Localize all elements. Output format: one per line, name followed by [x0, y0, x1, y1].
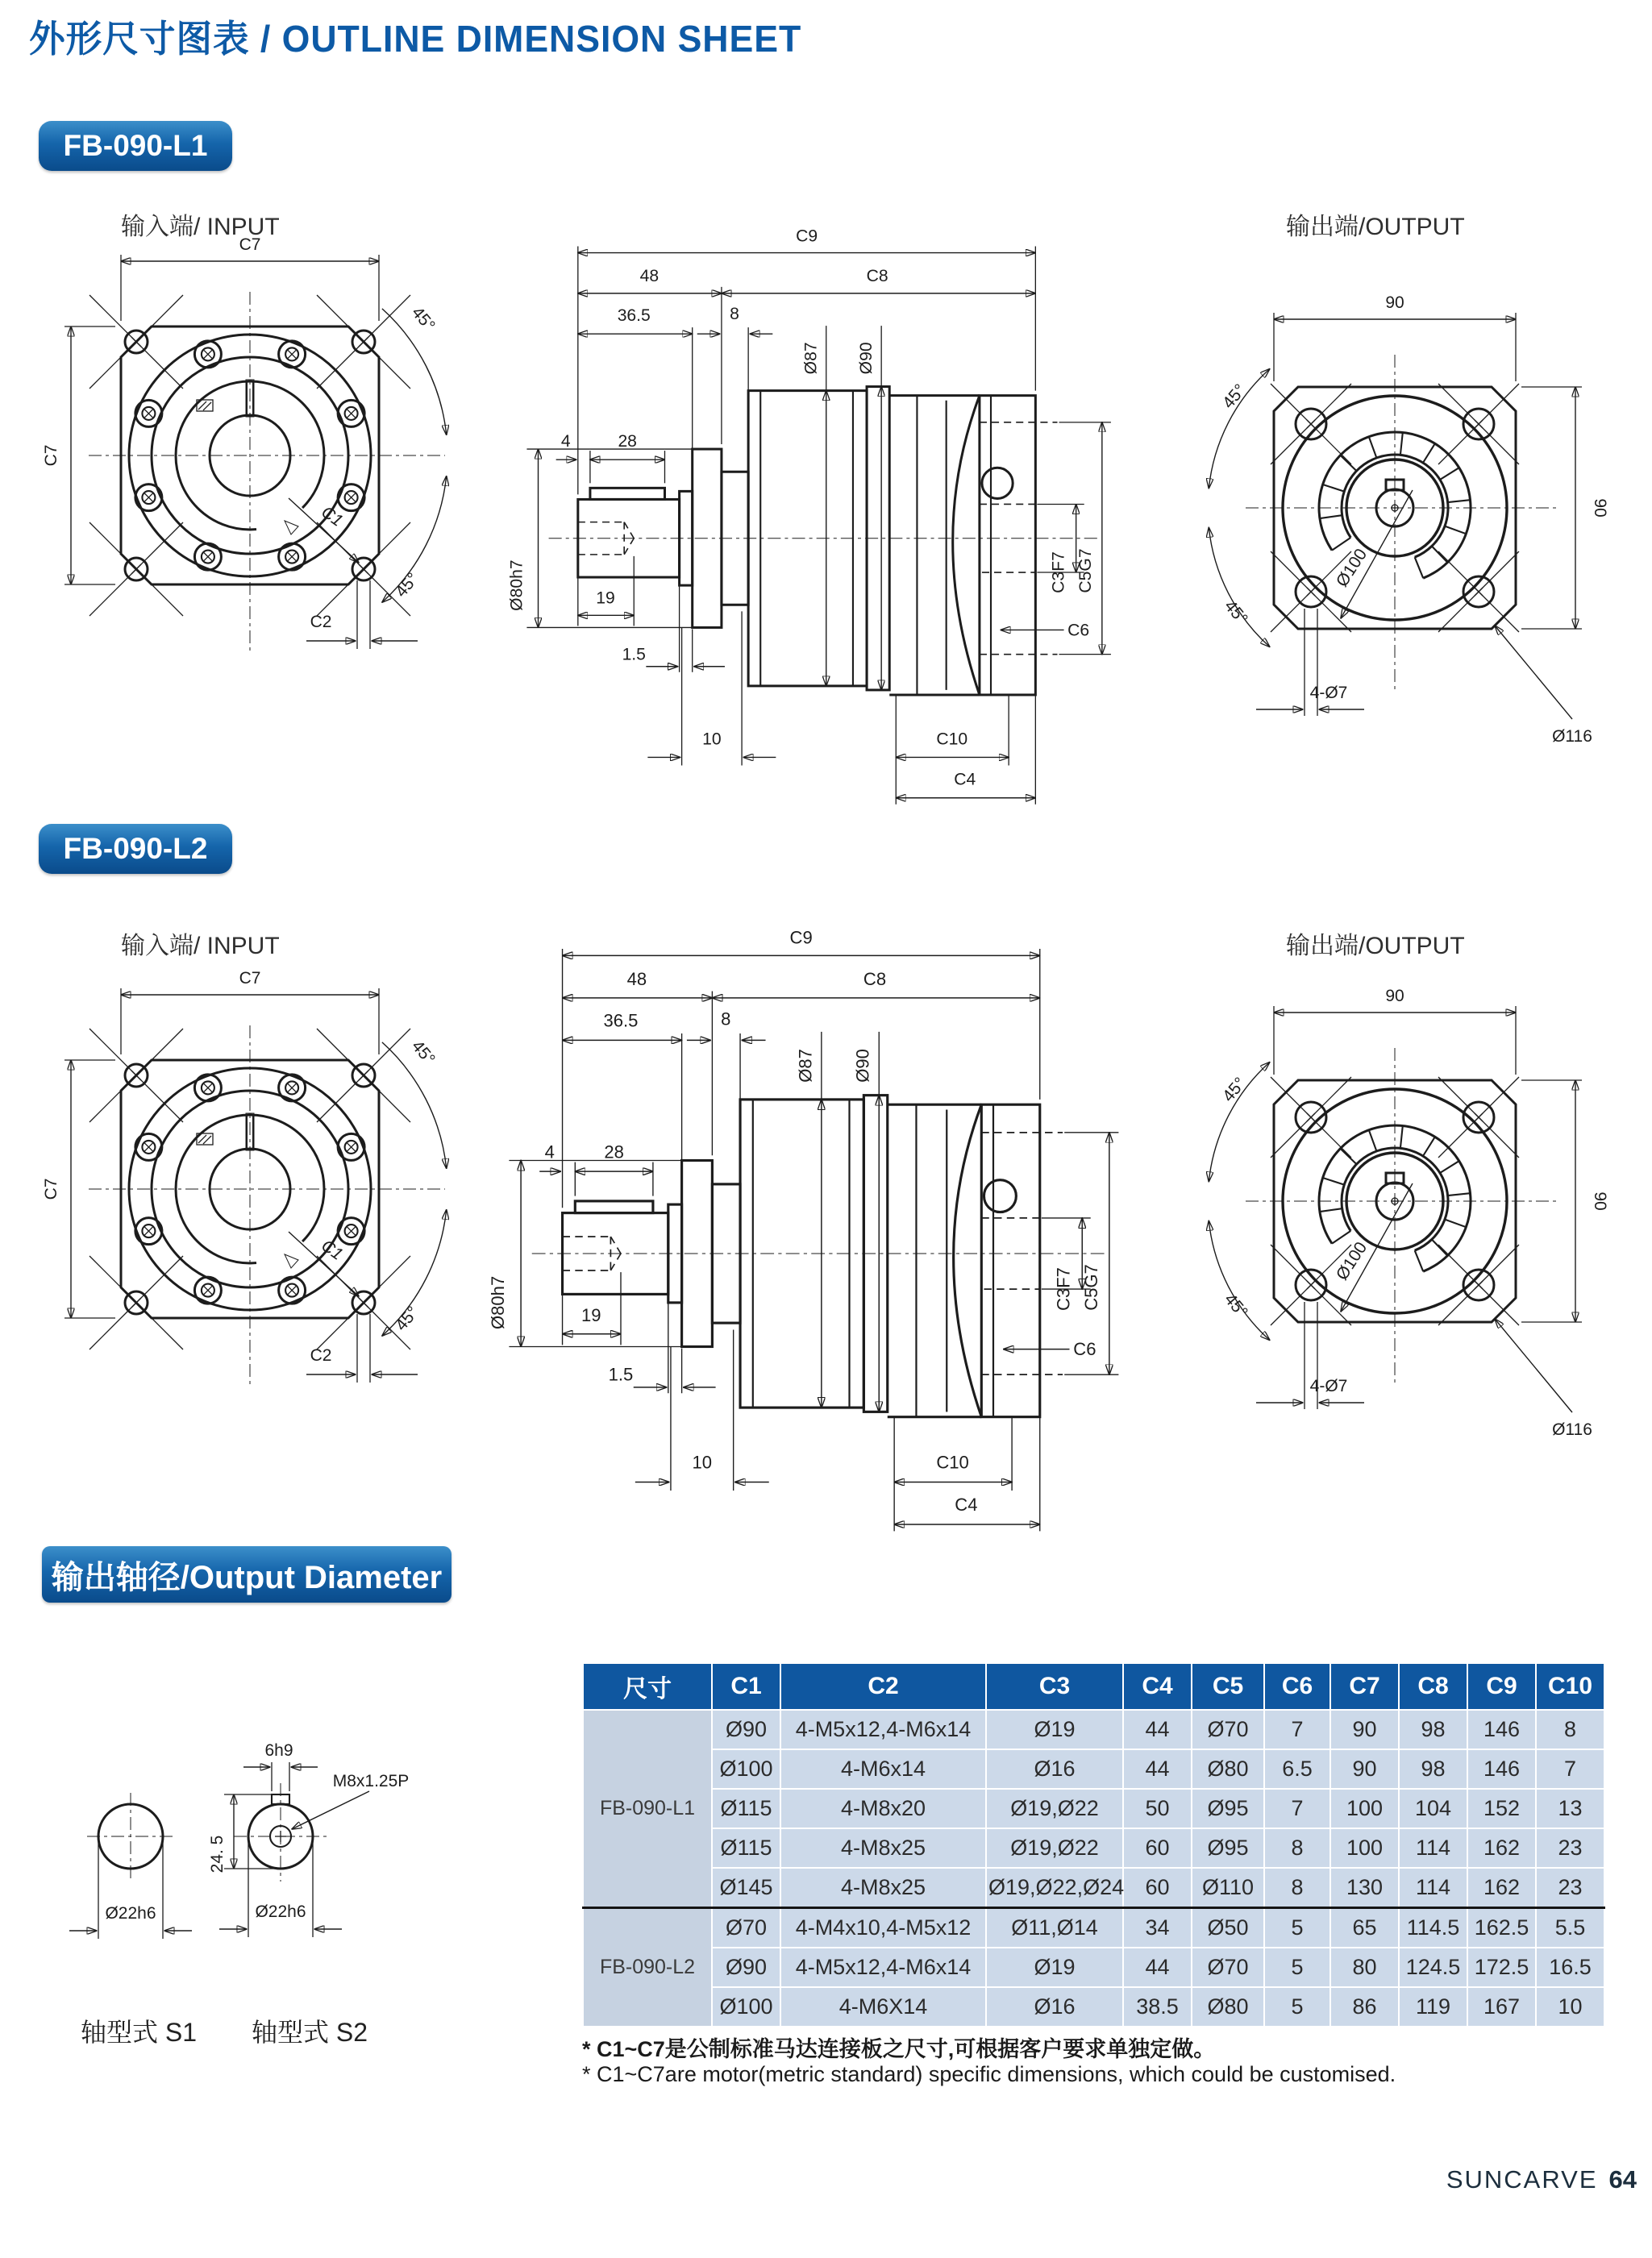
dim-label: C9 [796, 227, 818, 246]
table-cell: Ø100 [712, 1749, 780, 1789]
table-cell: 167 [1467, 1987, 1536, 2027]
model-label: FB-090-L2 [583, 1908, 712, 2027]
table-row [583, 1710, 1604, 1749]
table-cell: 23 [1536, 1868, 1604, 1908]
table-row [583, 1789, 1604, 1828]
dim-label: 45° [1219, 380, 1250, 413]
l2-input-drawing [32, 935, 468, 1427]
table-cell: 4-M8x20 [780, 1789, 986, 1828]
dim-label: C7 [42, 444, 60, 467]
column-header: 尺寸 [583, 1663, 712, 1710]
dim-label: 45° [407, 303, 439, 335]
table-cell: 44 [1123, 1749, 1192, 1789]
table-cell: 90 [1330, 1710, 1399, 1749]
dim-label: Ø90 [852, 1049, 873, 1083]
table-cell: 23 [1536, 1828, 1604, 1868]
dim-label: Ø22h6 [105, 1904, 156, 1923]
table-cell: 4-M5x12,4-M6x14 [780, 1948, 986, 1987]
centerlines [89, 1025, 445, 1387]
dim-label: Ø80h7 [507, 559, 526, 611]
dim-label: 45° [1220, 1290, 1251, 1322]
dimension-table [582, 1662, 1605, 2027]
table-row [583, 1987, 1604, 2027]
dim-label: Ø87 [795, 1049, 816, 1083]
dim-label: C3F7 [1053, 1267, 1074, 1312]
dim-label: 90 [1385, 293, 1404, 312]
column-header: C6 [1264, 1663, 1330, 1710]
table-cell: 4-M6X14 [780, 1987, 986, 2027]
dim-label: C5G7 [1076, 548, 1095, 593]
footnote-zh: * C1~C7是公制标准马达连接板之尺寸,可根据客户要求单独定做。 [582, 2037, 1216, 2061]
column-header: C8 [1399, 1663, 1467, 1710]
dim-label: Ø90 [857, 342, 876, 375]
table-cell: 5 [1264, 1987, 1330, 2027]
table-cell: 98 [1399, 1710, 1467, 1749]
table-cell: Ø16 [986, 1749, 1123, 1789]
dim-label: 10 [692, 1452, 713, 1473]
table-cell: 152 [1467, 1789, 1536, 1828]
dim-label: 4 [560, 432, 571, 451]
table-cell: Ø90 [712, 1710, 780, 1749]
table-cell: Ø19,Ø22 [986, 1828, 1123, 1868]
shaft-type-s2-label: 轴型式 S2 [252, 2018, 368, 2047]
table-cell: 4-M5x12,4-M6x14 [780, 1710, 986, 1749]
l2-side-drawing [451, 898, 1129, 1541]
table-cell: 114 [1399, 1828, 1467, 1868]
output-diameter-badge: 输出轴径/Output Diameter [42, 1546, 451, 1603]
dim-label: C7 [42, 1178, 60, 1200]
dimension-table-wrap [582, 1662, 1605, 2027]
table-cell: Ø19,Ø22 [986, 1789, 1123, 1828]
dim-label: C10 [936, 730, 968, 749]
column-header: C3 [986, 1663, 1123, 1710]
dim-label: Ø100 [1332, 545, 1371, 591]
dim-label: 45° [392, 569, 423, 601]
dim-label: C6 [1067, 621, 1090, 640]
table-cell: Ø115 [712, 1828, 780, 1868]
dim-label: 45° [1219, 1074, 1250, 1106]
table-cell: 119 [1399, 1987, 1467, 2027]
dimensions [507, 227, 1111, 804]
dim-label: C7 [239, 235, 261, 254]
table-cell: 60 [1123, 1828, 1192, 1868]
table-cell: 98 [1399, 1749, 1467, 1789]
table-cell: Ø19 [986, 1710, 1123, 1749]
table-cell: 8 [1536, 1710, 1604, 1749]
dim-label: 1.5 [608, 1364, 634, 1385]
l1-input-drawing [32, 202, 468, 693]
shaft-s2-drawing [184, 1732, 450, 1981]
dim-label: C5G7 [1081, 1264, 1102, 1311]
table-cell: 100 [1330, 1828, 1399, 1868]
table-cell: 4-M4x10,4-M5x12 [780, 1908, 986, 1948]
table-cell: 10 [1536, 1987, 1604, 2027]
dim-label: 36.5 [603, 1010, 639, 1031]
l2-input-view-label: 输入端/ INPUT [121, 933, 280, 959]
table-cell: Ø19,Ø22,Ø24 [986, 1868, 1123, 1908]
model-badge-fb-090-l2: FB-090-L2 [39, 824, 232, 874]
page-footer [1363, 2165, 1637, 2194]
dim-label: 1.5 [622, 645, 646, 664]
table-cell: 114 [1399, 1868, 1467, 1908]
l2-output-drawing [1153, 935, 1621, 1467]
table-cell: 7 [1536, 1749, 1604, 1789]
page-title: 外形尺寸图表 / OUTLINE DIMENSION SHEET [29, 18, 802, 60]
table-header-row [583, 1663, 1604, 1710]
table-cell: Ø80 [1192, 1987, 1264, 2027]
table-cell: 4-M8x25 [780, 1868, 986, 1908]
dim-label: 24. 5 [208, 1835, 227, 1873]
l1-output-drawing [1153, 242, 1621, 774]
dim-label: C4 [954, 770, 976, 789]
dim-label: 45° [1220, 597, 1251, 629]
dim-label: 4 [544, 1141, 555, 1162]
table-cell: Ø115 [712, 1789, 780, 1828]
column-header: C4 [1123, 1663, 1192, 1710]
model-badge-fb-090-l1: FB-090-L1 [39, 121, 232, 171]
input-flange-drawing [32, 935, 468, 1427]
table-row [583, 1749, 1604, 1789]
table-cell: Ø145 [712, 1868, 780, 1908]
side-view-drawing [472, 198, 1121, 814]
table-cell: 65 [1330, 1908, 1399, 1948]
page-number: 64 [1608, 2165, 1637, 2194]
table-cell: 50 [1123, 1789, 1192, 1828]
table-cell: 124.5 [1399, 1948, 1467, 1987]
table-cell: 86 [1330, 1987, 1399, 2027]
gearbox-profile [563, 1096, 1063, 1417]
table-cell: Ø19 [986, 1948, 1123, 1987]
dim-label: 19 [580, 1305, 601, 1325]
shaft-s1-drawing [66, 1733, 203, 1983]
table-row [583, 1828, 1604, 1868]
table-cell: Ø16 [986, 1987, 1123, 2027]
side-view-drawing [451, 898, 1129, 1541]
dim-label: Ø116 [1552, 727, 1592, 746]
table-cell: Ø95 [1192, 1789, 1264, 1828]
brand-name: SUNCARVE [1446, 2165, 1598, 2194]
table-cell: 34 [1123, 1908, 1192, 1948]
table-cell: 5 [1264, 1908, 1330, 1948]
table-cell: Ø50 [1192, 1908, 1264, 1948]
table-cell: 80 [1330, 1948, 1399, 1987]
table-cell: 6.5 [1264, 1749, 1330, 1789]
table-cell: 90 [1330, 1749, 1399, 1789]
dim-label: 4-Ø7 [1309, 1377, 1348, 1395]
dim-label: C10 [936, 1452, 969, 1473]
dim-label: 90 [1385, 987, 1404, 1005]
dim-label: Ø87 [801, 342, 821, 375]
dim-label: 45° [392, 1303, 423, 1335]
output-flange-drawing [1153, 242, 1621, 774]
l1-output-view-label: 输出端/OUTPUT [1286, 214, 1465, 240]
table-row [583, 1908, 1604, 1948]
dim-label: C8 [863, 969, 887, 990]
column-header: C5 [1192, 1663, 1264, 1710]
column-header: C10 [1536, 1663, 1604, 1710]
dim-label: 90 [1591, 498, 1609, 518]
dim-label: C3F7 [1049, 551, 1068, 593]
dim-label: M8x1.25P [332, 1772, 410, 1790]
dim-label: Ø116 [1552, 1420, 1592, 1439]
table-cell: 38.5 [1123, 1987, 1192, 2027]
table-cell: 172.5 [1467, 1948, 1536, 1987]
table-cell: Ø100 [712, 1987, 780, 2027]
output-flange-drawing [1153, 935, 1621, 1467]
table-cell: Ø110 [1192, 1868, 1264, 1908]
column-header: C1 [712, 1663, 780, 1710]
dim-label: C6 [1073, 1339, 1096, 1359]
table-cell: 8 [1264, 1868, 1330, 1908]
table-cell: 162 [1467, 1868, 1536, 1908]
dim-label: 90 [1591, 1191, 1609, 1211]
model-label: FB-090-L1 [583, 1710, 712, 1908]
dim-label: Ø100 [1332, 1238, 1371, 1284]
dim-label: 28 [618, 432, 637, 451]
dim-label: 10 [702, 730, 722, 749]
gearbox-profile [578, 387, 1058, 695]
table-cell: Ø90 [712, 1948, 780, 1987]
table-cell: 5 [1264, 1948, 1330, 1987]
column-header: C9 [1467, 1663, 1536, 1710]
dimensions [42, 969, 447, 1383]
dim-label: Ø22h6 [255, 1902, 306, 1921]
dim-label: 48 [626, 969, 647, 990]
table-cell: 4-M6x14 [780, 1749, 986, 1789]
table-cell: Ø80 [1192, 1749, 1264, 1789]
shaft-type-s1-label: 轴型式 S1 [81, 2018, 198, 2047]
table-cell: 8 [1264, 1828, 1330, 1868]
dim-label: 48 [639, 266, 660, 285]
table-cell: 114.5 [1399, 1908, 1467, 1948]
dim-label: 19 [596, 588, 615, 608]
table-cell: 7 [1264, 1710, 1330, 1749]
table-cell: 16.5 [1536, 1948, 1604, 1987]
table-cell: 5.5 [1536, 1908, 1604, 1948]
dim-label: C2 [310, 613, 332, 631]
dim-label: C4 [955, 1495, 978, 1516]
table-cell: 162 [1467, 1828, 1536, 1868]
column-header: C2 [780, 1663, 986, 1710]
table-cell: 44 [1123, 1710, 1192, 1749]
dim-label: 4-Ø7 [1309, 684, 1348, 702]
table-cell: 7 [1264, 1789, 1330, 1828]
dimensions [488, 928, 1118, 1532]
l1-side-drawing [472, 198, 1121, 814]
dim-label: 45° [407, 1037, 439, 1069]
dim-label: 36.5 [617, 306, 651, 326]
table-cell: Ø70 [1192, 1948, 1264, 1987]
table-cell: 4-M8x25 [780, 1828, 986, 1868]
table-cell: Ø70 [1192, 1710, 1264, 1749]
table-cell: 146 [1467, 1749, 1536, 1789]
table-cell: 44 [1123, 1948, 1192, 1987]
dim-label: 6h9 [264, 1741, 293, 1760]
footnote-en: * C1~C7are motor(metric standard) specific dimensions, which could be customised. [582, 2062, 1396, 2086]
dim-label: C1 [318, 502, 347, 530]
l1-input-view-label: 输入端/ INPUT [121, 214, 280, 240]
table-row [583, 1948, 1604, 1987]
table-cell: 13 [1536, 1789, 1604, 1828]
column-header: C7 [1330, 1663, 1399, 1710]
dim-label: Ø80h7 [488, 1275, 509, 1330]
dim-label: C2 [310, 1346, 332, 1365]
table-cell: Ø11,Ø14 [986, 1908, 1123, 1948]
dim-label: C9 [789, 927, 813, 948]
dim-label: C7 [239, 969, 261, 988]
l2-output-view-label: 输出端/OUTPUT [1286, 933, 1465, 959]
input-flange-drawing [32, 202, 468, 693]
dim-label: C1 [318, 1236, 347, 1264]
dim-label: 28 [604, 1141, 624, 1162]
table-row [583, 1868, 1604, 1908]
dim-label: 8 [721, 1008, 731, 1029]
table-cell: 146 [1467, 1710, 1536, 1749]
centerlines [89, 292, 445, 653]
dim-label: C8 [866, 266, 888, 285]
table-cell: 104 [1399, 1789, 1467, 1828]
table-cell: 162.5 [1467, 1908, 1536, 1948]
dim-label: 8 [730, 305, 739, 324]
table-cell: Ø70 [712, 1908, 780, 1948]
dimensions [42, 235, 447, 649]
table-cell: 60 [1123, 1868, 1192, 1908]
table-cell: 130 [1330, 1868, 1399, 1908]
table-cell: Ø95 [1192, 1828, 1264, 1868]
table-cell: 100 [1330, 1789, 1399, 1828]
